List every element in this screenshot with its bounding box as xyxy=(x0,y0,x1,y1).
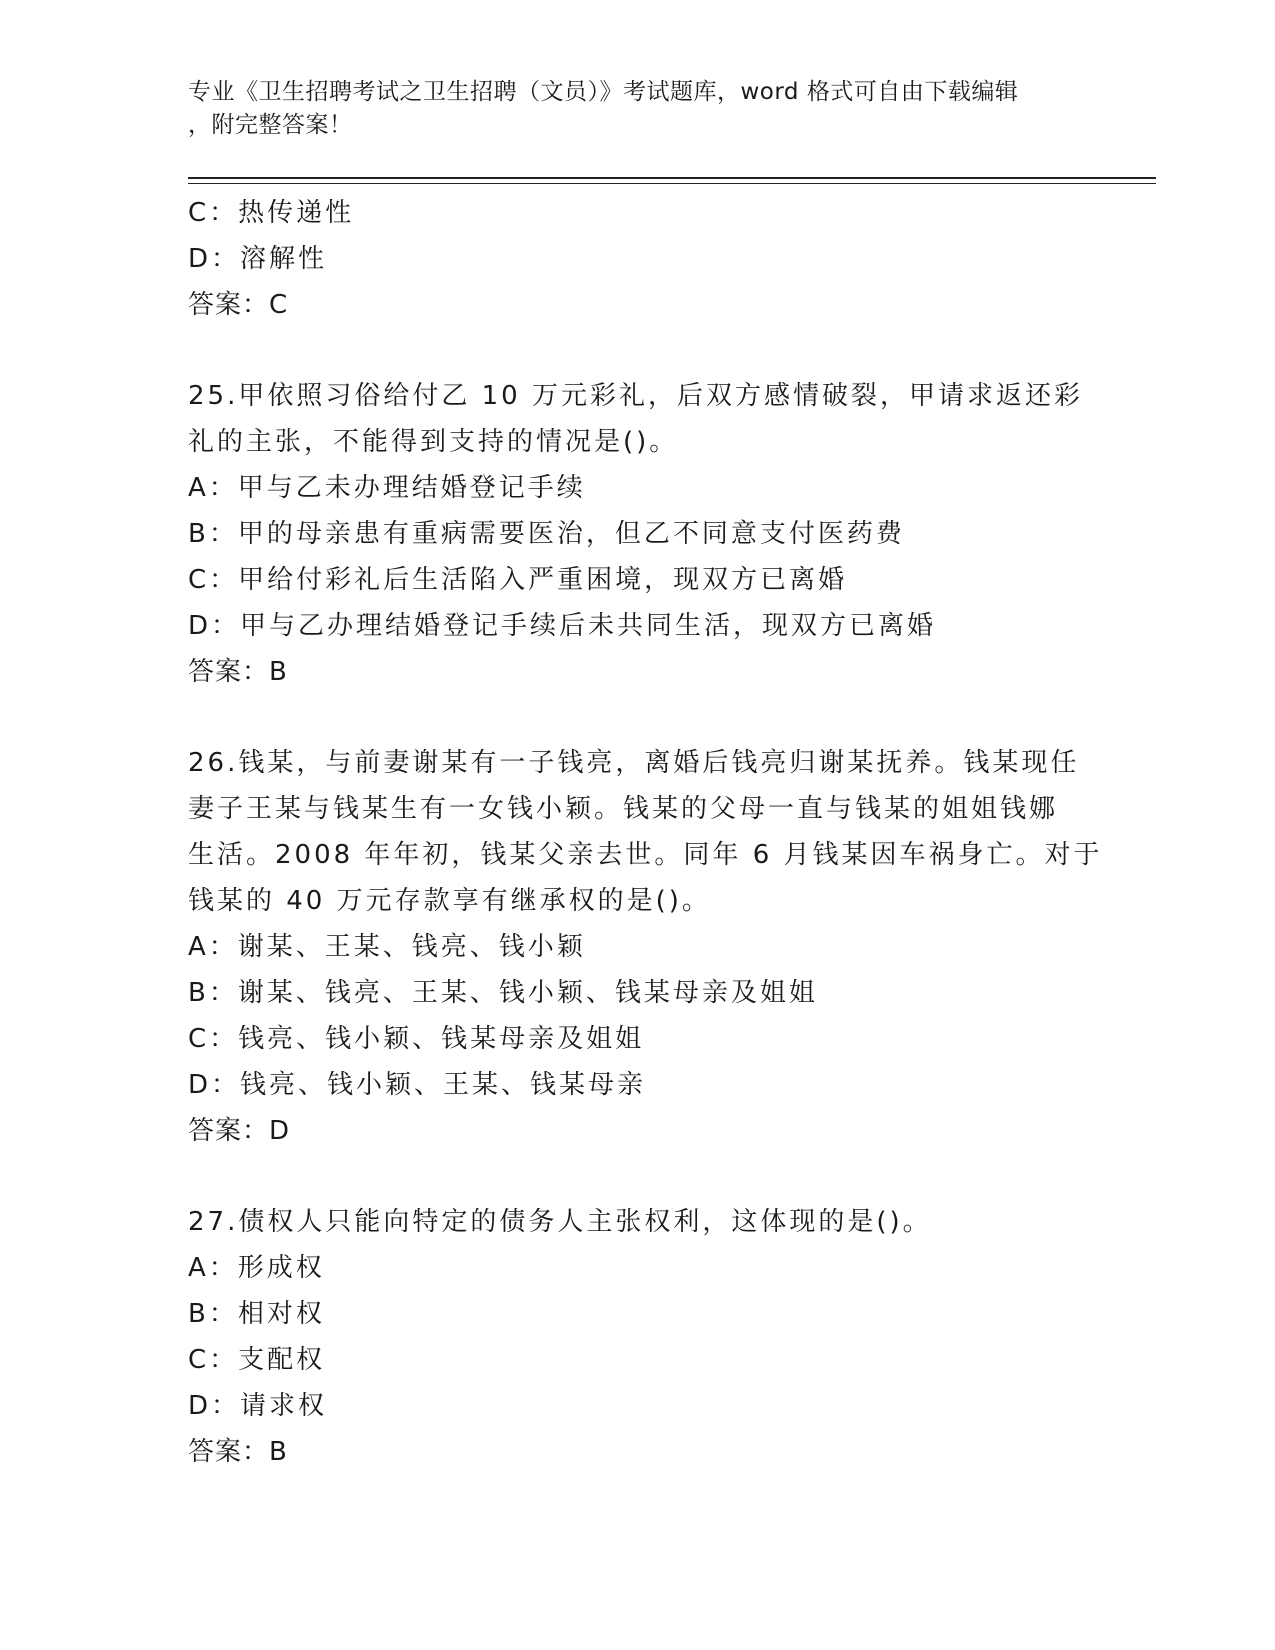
prev-question xyxy=(188,190,1088,328)
header-divider-thin xyxy=(188,183,1156,184)
option-c: C：甲给付彩礼后生活陷入严重困境，现双方已离婚 xyxy=(188,565,848,595)
question-27 xyxy=(188,1199,1088,1475)
question-stem: 26.钱某，与前妻谢某有一子钱亮，离婚后钱亮归谢某抚养。钱某现任 xyxy=(188,748,1080,778)
answer: 答案：B xyxy=(188,1437,288,1467)
question-stem: 礼的主张，不能得到支持的情况是()。 xyxy=(188,427,679,457)
header-line-1: 专业《卫生招聘考试之卫生招聘（文员）》考试题库，word 格式可自由下载编辑 xyxy=(188,79,1019,105)
option-a: A：甲与乙未办理结婚登记手续 xyxy=(188,473,586,503)
document-header xyxy=(188,76,1068,142)
header-divider-thick xyxy=(188,177,1156,179)
question-stem: 25.甲依照习俗给付乙 10 万元彩礼，后双方感情破裂，甲请求返还彩 xyxy=(188,381,1083,411)
option-a: A：谢某、王某、钱亮、钱小颖 xyxy=(188,932,586,962)
option-c: C：支配权 xyxy=(188,1345,326,1375)
option-b: B：谢某、钱亮、王某、钱小颖、钱某母亲及姐姐 xyxy=(188,978,818,1008)
option-c: C：热传递性 xyxy=(188,198,355,228)
option-d: D：甲与乙办理结婚登记手续后未共同生活，现双方已离婚 xyxy=(188,611,937,641)
question-26 xyxy=(188,740,1103,1154)
option-d: D：钱亮、钱小颖、王某、钱某母亲 xyxy=(188,1070,647,1100)
answer: 答案：C xyxy=(188,290,289,320)
question-stem: 27.债权人只能向特定的债务人主张权利，这体现的是()。 xyxy=(188,1207,932,1237)
option-b: B：甲的母亲患有重病需要医治，但乙不同意支付医药费 xyxy=(188,519,905,549)
question-stem: 妻子王某与钱某生有一女钱小颖。钱某的父母一直与钱某的姐姐钱娜 xyxy=(188,794,1059,824)
header-line-2: ，附完整答案！ xyxy=(188,112,353,138)
option-c: C：钱亮、钱小颖、钱某母亲及姐姐 xyxy=(188,1024,645,1054)
question-stem: 生活。2008 年年初，钱某父亲去世。同年 6 月钱某因车祸身亡。对于 xyxy=(188,840,1103,870)
option-d: D：溶解性 xyxy=(188,244,328,274)
answer: 答案：D xyxy=(188,1116,291,1146)
answer: 答案：B xyxy=(188,657,288,687)
question-25 xyxy=(188,373,1088,695)
question-stem: 钱某的 40 万元存款享有继承权的是()。 xyxy=(188,886,711,916)
option-b: B：相对权 xyxy=(188,1299,325,1329)
option-d: D：请求权 xyxy=(188,1391,328,1421)
question-list xyxy=(188,190,1103,1475)
option-a: A：形成权 xyxy=(188,1253,325,1283)
